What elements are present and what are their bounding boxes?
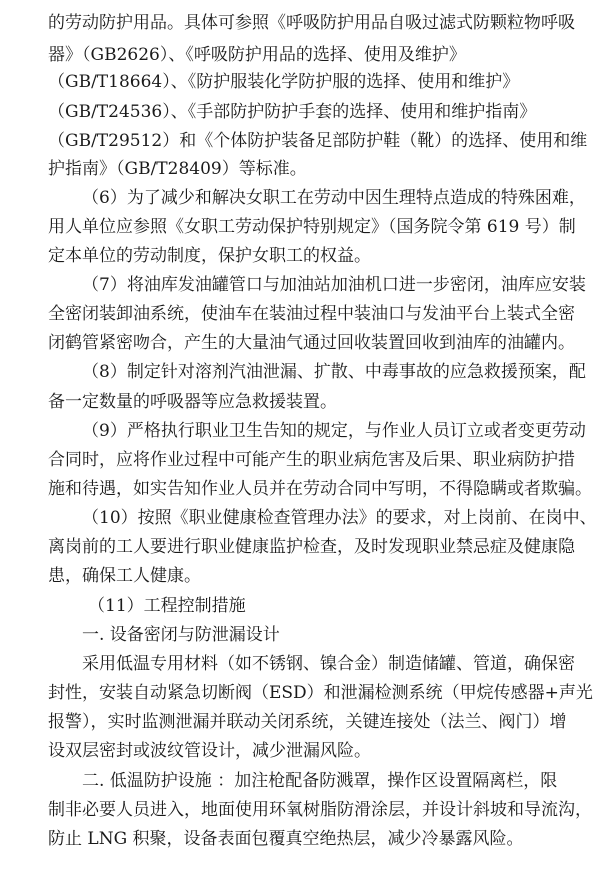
text-line: 用人单位应参照《女职工劳动保护特别规定》（国务院令第 619 号）制 <box>48 217 576 237</box>
text-line: 患，确保工人健康。 <box>48 566 201 586</box>
text-line: 器》（GB2626）、《呼吸防护用品的选择、使用及维护》 <box>48 45 466 65</box>
text-line: 报警），实时监测泄漏并联动关闭系统，关键连接处（法兰、阀门）增 <box>48 712 567 732</box>
paragraph-lowtemp-line: 二. 低温防护设施 ：加注枪配备防溅罩，操作区设置隔离栏，限 <box>82 771 558 791</box>
text-line: （GB/T24536）、《手部防护防护手套的选择、使用和维护指南》 <box>48 102 537 122</box>
paragraph-7-line: （7）将油库发油罐管口与加油站加油机口进一步密闭，油库应安装 <box>82 275 586 295</box>
text-line: 全密闭装卸油系统，使油车在装油过程中装油口与发油平台上装式全密 <box>48 304 575 324</box>
paragraph-10-line: （10）按照《职业健康检查管理办法》的要求，对上岗前、在岗中、 <box>82 508 597 528</box>
text-line: 离岗前的工人要进行职业健康监护检查，及时发现职业禁忌症及健康隐 <box>48 537 575 557</box>
paragraph-6-line: （6）为了减少和解决女职工在劳动中因生理特点造成的特殊困难， <box>82 188 586 208</box>
text-line: （GB/T29512）和《个体防护装备足部防护鞋（靴）的选择、使用和维 <box>48 131 588 151</box>
text-line: 设双层密封或波纹管设计，减少泄漏风险。 <box>48 741 371 761</box>
text-line: 备一定数量的呼吸器等应急救援装置。 <box>48 392 337 412</box>
text-line: 防止 LNG 积聚，设备表面包覆真空绝热层，减少冷暴露风险。 <box>48 829 524 849</box>
paragraph-9-line: （9）严格执行职业卫生告知的规定，与作业人员订立或者变更劳动 <box>82 421 586 441</box>
section-heading: （11）工程控制措施 <box>88 596 246 616</box>
paragraph-design-line: 采用低温专用材料（如不锈钢、镍合金）制造储罐、管道，确保密 <box>82 654 575 674</box>
text-line: 封性，安装自动紧急切断阀（ESD）和泄漏检测系统（甲烷传感器+声光 <box>48 683 593 703</box>
text-line: 合同时，应将作业过程中可能产生的职业病危害及后果、职业病防护措 <box>48 450 575 470</box>
text-line: （GB/T18664）、《防护服装化学防护服的选择、使用和维护》 <box>48 72 520 92</box>
text-line: 定本单位的劳动制度，保护女职工的权益。 <box>48 246 371 266</box>
text-line: 闭鹤管紧密吻合，产生的大量油气通过回收装置回收到油库的油罐内。 <box>48 333 575 353</box>
subsection-heading: 一. 设备密闭与防泄漏设计 <box>82 625 280 645</box>
text-line: 施和待遇，如实告知作业人员并在劳动合同中写明，不得隐瞒或者欺骗。 <box>48 479 592 499</box>
text-line: 的劳动防护用品。具体可参照《呼吸防护用品自吸过滤式防颗粒物呼吸 <box>48 13 575 33</box>
text-line: 制非必要人员进入，地面使用环氧树脂防滑涂层，并设计斜坡和导流沟， <box>48 800 592 820</box>
text-line: 护指南》（GB/T28409）等标准。 <box>48 159 307 179</box>
paragraph-8-line: （8）制定针对溶剂汽油泄漏、扩散、中毒事故的应急救援预案，配 <box>82 362 586 382</box>
